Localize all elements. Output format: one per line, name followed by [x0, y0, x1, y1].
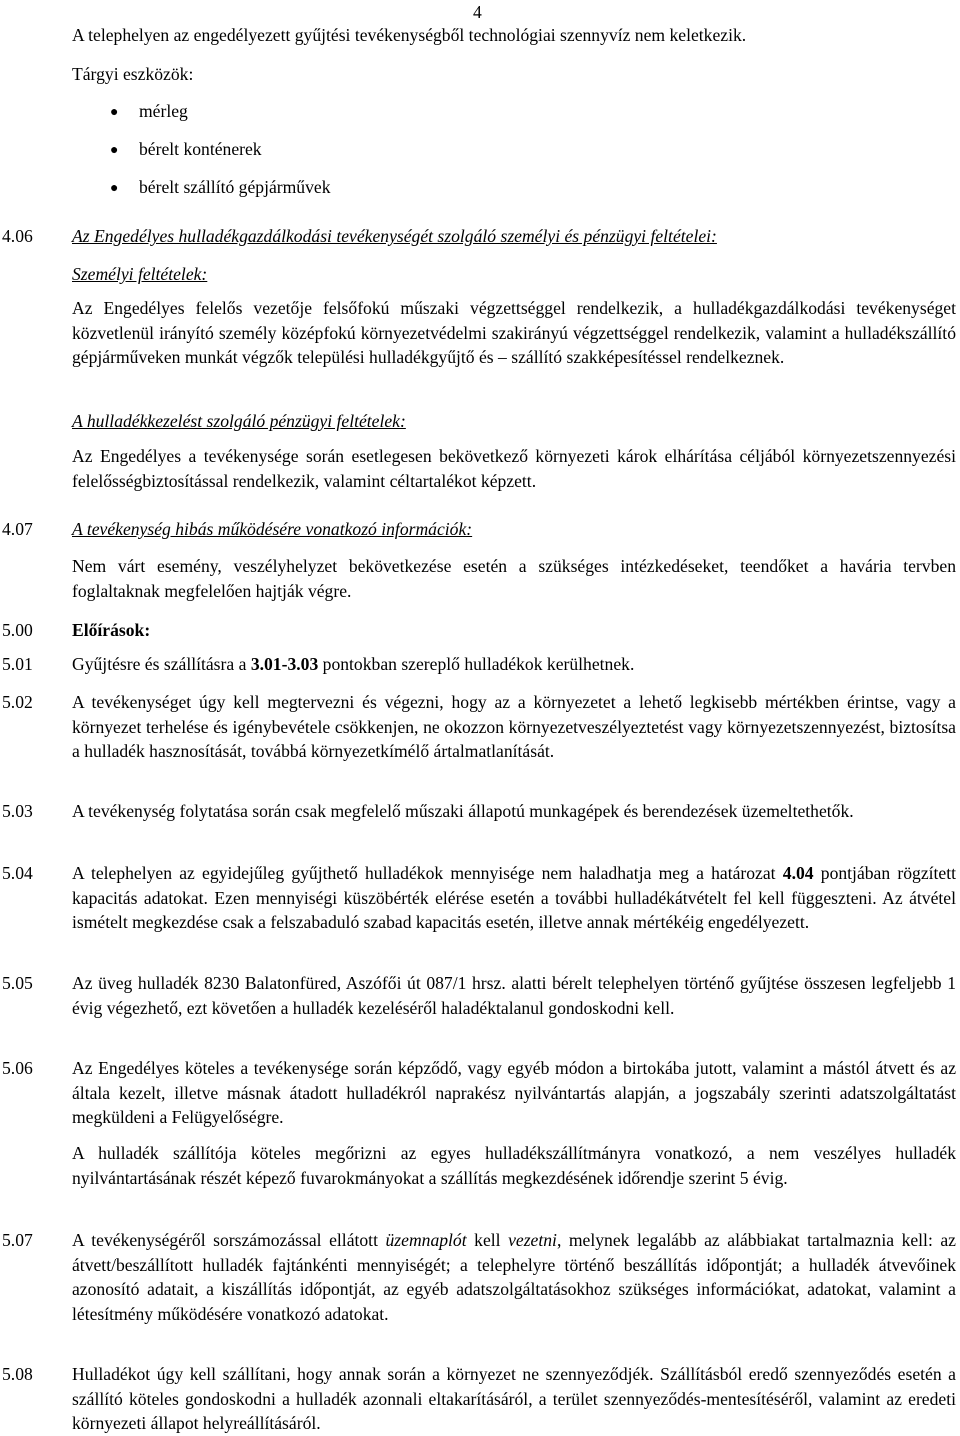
- financial-conditions-text: Az Engedélyes a tevékenysége során esetlegesen bekövetkező környezeti károk elhárítása céljából környezetszennyezési felelősségbiztosítással rendelkezik, valamint céltartalékot képzett.: [72, 446, 956, 491]
- section-number: 5.04: [2, 863, 33, 883]
- bullet-icon: ●: [110, 105, 119, 120]
- text-run: A tevékenységéről sorszámozással ellátott: [72, 1230, 386, 1250]
- section-number: 5.08: [2, 1364, 33, 1384]
- section-number: 5.00: [2, 620, 33, 640]
- text-run: pontokban szereplő hulladékok kerülhetnek.: [318, 654, 635, 674]
- section-text: Hulladékot úgy kell szállítani, hogy annak során a környezet ne szennyeződjék. Szállításból eredő szennyeződés esetén a szállító köteles gondoskodni a hulladék azonnali eltakarításáról, a terület szennyeződés-mentesítéséről, valamint az eredeti környezeti állapot helyreállításáról.: [72, 1364, 956, 1433]
- section-number: 5.05: [2, 973, 33, 993]
- section-text: Az Engedélyes köteles a tevékenysége során képződő, vagy egyéb módon a birtokába jutott, valamint a mástól átvett és az általa kezelt, illetve másnak átadott hulladékról naprakész nyilvántartás alapján, a jogszabály szerinti adatszolgáltatást megküldeni a Felügyelőségre.: [72, 1058, 956, 1127]
- text-run: , melynek legalább az alábbiakat tartalmaznia kell: az átvett/beszállított hulladék fajtánkénti mennyiségét; a telephelyre történő beszállítás időpontját; a hulladék átvevőinek azonosító adatait, a kiszállítás időpontját, az egyéb adatszolgáltatásokhoz szükséges információkat, adatokat, valamint a létesítmény működésére vonatkozó adatokat.: [72, 1230, 956, 1324]
- text-run: A telephelyen az egyidejűleg gyűjthető hulladékok mennyisége nem haladhatja meg a határozat: [72, 863, 783, 883]
- section-number: 4.06: [2, 226, 33, 246]
- subsection-heading-personal: Személyi feltételek:: [72, 264, 208, 284]
- section-text: Nem várt esemény, veszélyhelyzet bekövetkezése esetén a szükséges intézkedéseket, teendőket a havária tervben foglaltaknak megfelelően hajtják végre.: [72, 556, 956, 601]
- section-title: A tevékenység hibás működésére vonatkozó információk:: [72, 519, 473, 539]
- section-text: [72, 652, 956, 677]
- section-number: 5.07: [2, 1230, 33, 1250]
- emphasis-text: üzemnaplót: [385, 1230, 467, 1250]
- section-text: A tevékenység folytatása során csak megfelelő műszaki állapotú munkagépek és berendezések üzemeltethetők.: [72, 801, 854, 821]
- section-number: 5.01: [2, 654, 33, 674]
- list-item: bérelt szállító gépjárművek: [139, 177, 331, 197]
- text-run: pontjában rögzített kapacitás adatokat. Ezen mennyiségi küszöbérték elérése esetén a további hulladékátvételt fel kell függeszteni. Az átvétel ismételt megkezdése csak a felszabaduló szabad kapacitás esetén, illetve annak mértékéig engedélyezett.: [72, 863, 956, 932]
- bullet-icon: ●: [110, 143, 119, 158]
- section-number: 4.07: [2, 519, 33, 539]
- point-reference: 3.01-3.03: [250, 654, 319, 674]
- point-reference: 4.04: [782, 863, 814, 883]
- list-item: mérleg: [139, 101, 188, 121]
- section-text-2: A hulladék szállítója köteles megőrizni az egyes hulladékszállítmányra vonatkozó, a nem veszélyes hulladék nyilvántartásának részét képező fuvarokmányokat a szállítás megkezdésének időrendje szerint 5 évig.: [72, 1143, 956, 1188]
- text-run: kell: [466, 1230, 509, 1250]
- assets-heading: Tárgyi eszközök:: [72, 64, 194, 84]
- section-text: [72, 861, 956, 935]
- personal-conditions-text: Az Engedélyes felelős vezetője felsőfokú műszaki végzettséggel rendelkezik, a hulladékgazdálkodási tevékenységet közvetlenül irányító személy középfokú környezetvédelmi szakirányú végzettséggel rendelkezik, valamint a hulladékszállító gépjárműveken munkát végzők települési hulladékgyűjtő és – szállító szakképesítéssel rendelkeznek.: [72, 298, 956, 367]
- page-number: 4: [473, 2, 482, 22]
- intro-text: A telephelyen az engedélyezett gyűjtési tevékenységből technológiai szennyvíz nem keletkezik.: [72, 25, 747, 45]
- section-title: Az Engedélyes hulladékgazdálkodási tevékenységét szolgáló személyi és pénzügyi feltételei:: [72, 226, 717, 246]
- section-text: [72, 1228, 956, 1326]
- section-number: 5.03: [2, 801, 33, 821]
- section-number: 5.02: [2, 692, 33, 712]
- text-run: Gyűjtésre és szállításra a: [72, 654, 251, 674]
- section-title: Előírások:: [72, 620, 151, 640]
- section-text: A tevékenységet úgy kell megtervezni és végezni, hogy az a környezetet a lehető legkisebb mértékben érintse, vagy a környezet terhelése és igénybevétele csökkenjen, ne okozzon környezetveszélyeztetést vagy környezetszennyezést, biztosítsa a hulladék hasznosítását, továbbá környezetkímélő ártalmatlanítását.: [72, 692, 956, 761]
- section-text: Az üveg hulladék 8230 Balatonfüred, Aszófői út 087/1 hrsz. alatti bérelt telephelyen történő gyűjtése összesen legfeljebb 1 évig végezhető, ezt követően a hulladék kezeléséről haladéktalanul gondoskodni kell.: [72, 973, 956, 1018]
- emphasis-text: vezetni: [508, 1230, 557, 1250]
- section-number: 5.06: [2, 1058, 33, 1078]
- subsection-heading-financial: A hulladékkezelést szolgáló pénzügyi feltételek:: [72, 411, 406, 431]
- bullet-icon: ●: [110, 181, 119, 196]
- list-item: bérelt konténerek: [139, 139, 262, 159]
